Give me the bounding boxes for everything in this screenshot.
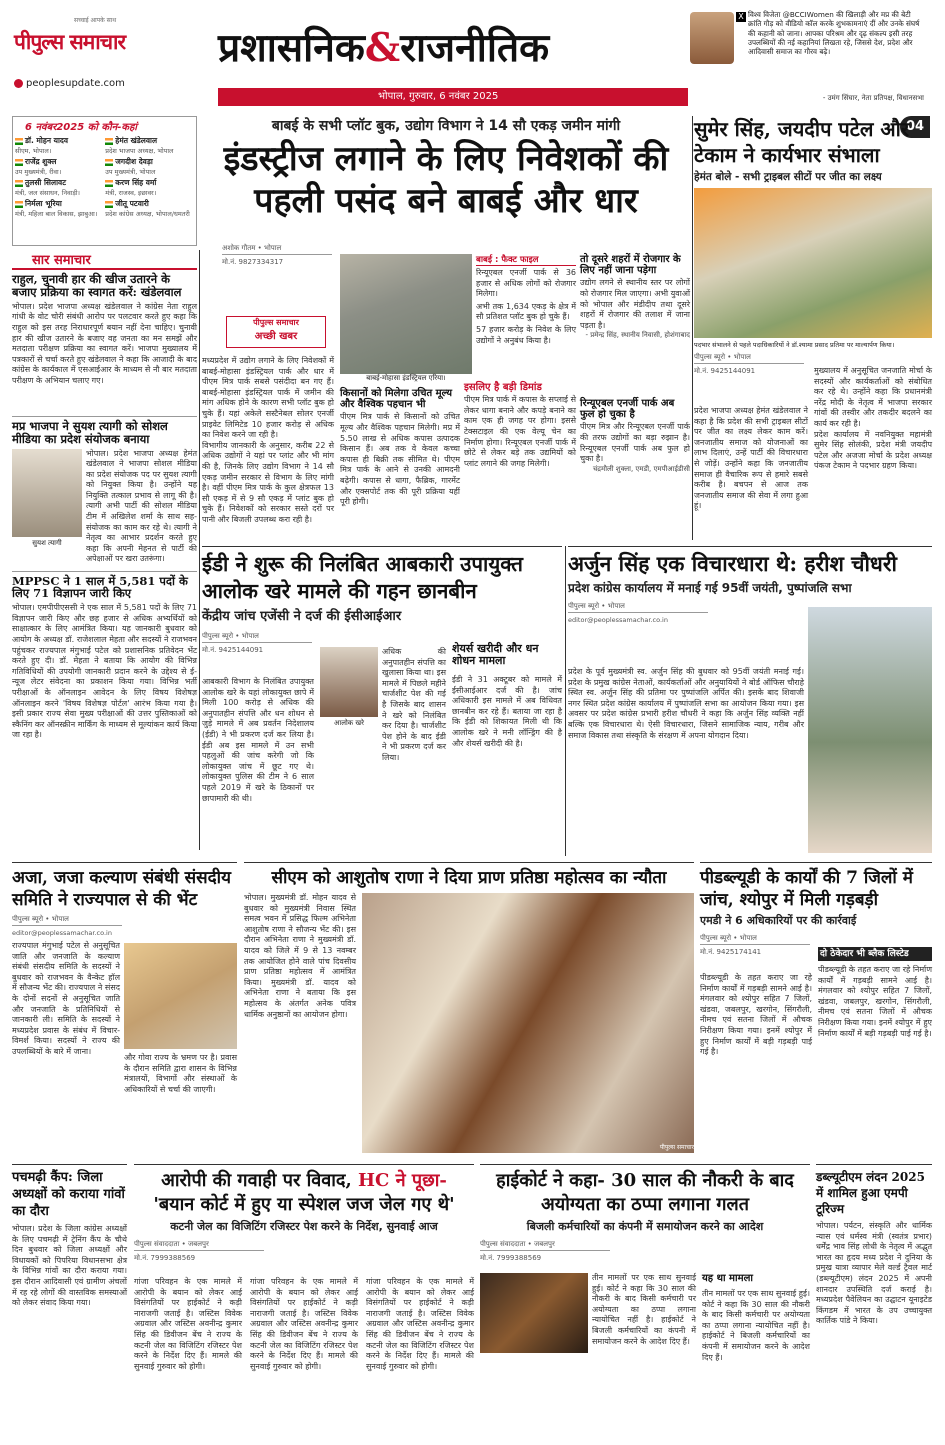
pwd-side-head: दो ठेकेदार भी ब्लैक लिस्टेड: [818, 947, 932, 961]
flag-icon: [15, 159, 23, 166]
lead-sub4-head: रिन्यूएबल एनर्जी पार्क अब फुल हो चुका है: [580, 398, 675, 421]
lead-sub1-head: किसानों को मिलेगा उचित मूल्य और वैश्विक पहचान भी: [340, 388, 452, 411]
flag-icon: [105, 159, 113, 166]
right-top-headline[interactable]: सुमेर सिंह, जयदीप पटेल और टेकाम ने कार्यभार संभाला: [694, 117, 910, 167]
pachmarhi-story: [12, 1164, 127, 1436]
lead-sub1: [340, 388, 460, 538]
right-top-mobile: मो.नं. 9425144091: [694, 367, 756, 375]
lead-byline: अशोक गौतम • भोपाल: [222, 244, 332, 255]
alok-caption: आलोक खरे: [334, 719, 364, 727]
ed-col1: आबकारी विभाग के निलंबित उपायुक्त आलोक खरे के यहां लोकायुक्त छापे में मिली 100 करोड़ से अधिक की अनुपातहीन संपत्ति और धन शोधन से जुड़े मामले में अब प्रवर्तन निदेशालय (ईडी) ने भी प्रकरण दर्ज कर लिया है। ईडी अब इस मामले में उन सभी पहलुओं की जांच करेगी जो कि लोकायुक्त जांच में छूट गए थे। लोकायुक्त पुलिस की टीम ने 6 साल पहले 2019 में खरे के ठिकानों पर छापामारी की थी।: [202, 677, 314, 803]
ed-mobile: मो.नं. 9425144091: [202, 646, 264, 654]
schedule-box: [12, 116, 197, 246]
hc2-mobile: मो.नं. 7999388569: [480, 1254, 542, 1262]
suyash-photo: [12, 449, 82, 537]
schedule-cell: हेमंत खंडेलवाल प्रदेश भाजपा अध्यक्ष, भोपाल: [105, 136, 174, 155]
schedule-table: [13, 135, 196, 219]
pachmarhi-headline[interactable]: पचमढ़ी कैंप: जिला अध्यक्षों को कराया गांवों का दौरा: [12, 1170, 125, 1219]
hc1-mobile: मो.नं. 7999388569: [134, 1254, 196, 1262]
factbox: [476, 254, 576, 374]
party-photo: [694, 188, 932, 338]
flag-icon: [105, 138, 113, 145]
cm-body: भोपाल। मुख्यमंत्री डॉ. मोहन यादव से बुधवार को मुख्यमंत्री निवास स्थित समत्व भवन में प्रसिद्ध फिल्म अभिनेता आशुतोष राणा ने सौजन्य भेंट की। इस दौरान अभिनेता राणा ने मुख्यमंत्री डॉ. यादव को जिले में 9 से 13 नवम्बर तक आयोजित होने वाले पांच दिवसीय प्राण प्रतिष्ठा महोत्सव में आमंत्रित किया। मुख्यमंत्री डॉ. यादव को अभिनेता राणा ने बताया कि इस महोत्सव के अंतर्गत अनेक पवित्र धार्मिक अनुष्ठानों का आयोजन होगा।: [244, 893, 356, 1019]
globe-icon: [14, 79, 23, 88]
column-divider: [199, 250, 200, 850]
cm-headline[interactable]: सीएम को आशुतोष राणा ने दिया प्राण प्रतिष्ठा महोत्सव का न्यौता: [271, 868, 667, 888]
pwd-byline: पीपुल्स ब्यूरो • भोपाल: [700, 934, 810, 945]
pwd-headline[interactable]: पीडब्ल्यूडी के कार्यों की 7 जिलों में जांच, श्योपुर में मिली गड़बड़ी: [700, 868, 913, 910]
factbox-item: 57 हजार करोड़ के निवेश के लिए उद्योगों ने अनुबंध किया है।: [476, 324, 576, 345]
pwd-body: पीडब्ल्यूडी के तहत कराए जा रहे निर्माण कार्यों में गड़बड़ी सामने आई है। मंगलवार को श्योपुर सहित 7 जिलों, खंडवा, जबलपुर, खरगोन, सिंगरौली, नीमच एवं सतना जिलों में औचक निरीक्षण किया गया। इनमें श्योपुर में हुए निर्माण कार्यों में बड़ी गड़बड़ी पाई गई है।: [700, 973, 812, 1057]
brief-2-head[interactable]: मप्र भाजपा ने सुयश त्यागी को सोशल मीडिया का प्रदेश संयोजक बनाया: [12, 416, 197, 446]
hc2-headline[interactable]: हाईकोर्ट ने कहा- 30 साल की नौकरी के बाद अयोग्यता का ठप्पा लगाना गलत: [496, 1170, 794, 1215]
brief-1-head[interactable]: राहुल, चुनावी हार की खीज उतारने के बजाए प्रक्रिया का स्वागत करें: खंडेलवाल: [12, 272, 182, 299]
pwd-side-body: पीडब्ल्यूडी के तहत कराए जा रहे निर्माण कार्यों में गड़बड़ी सामने आई है। मंगलवार को श्योपुर सहित 7 जिलों, खंडवा, जबलपुर, खरगोन, सिंगरौली, नीमच एवं सतना जिलों में औचक निरीक्षण किया गया। इनमें श्योपुर में हुए निर्माण कार्यों में बड़ी गड़बड़ी पाई गई है।: [818, 965, 932, 1038]
ed-col2: अधिक की अनुपातहीन संपत्ति का खुलासा किया था। इस मामले में पिछले महीने चार्जशीट पेश की गई है जिसके बाद शासन ने खरे को निलंबित कर दिया है। चार्जशीट पेश होने के बाद ईडी ने भी प्रकरण दर्ज कर लिया।: [382, 647, 446, 762]
ed-col3: ईडी ने 31 अक्टूबर को मामले में ईसीआईआर दर्ज की है। जांच अधिकारी इस मामले में अब विधिवत छानबीन कर रहे हैं। बताया जा रहा है कि ईडी को शिकायत मिली थी कि आलोक खरे ने मनी लॉन्ड्रिंग की है और शेयर्स खरीदी की है।: [452, 675, 562, 748]
lead-sub2: [464, 382, 576, 538]
hc1-deck: कटनी जेल का विजिटिंग रजिस्टर पेश करने के निर्देश, सुनवाई आज: [170, 1220, 438, 1233]
governor-photo: [124, 943, 237, 1049]
lead-mobile: मो.नं. 9827334317: [222, 258, 284, 266]
schedule-title: 6 नवंबर2025 को कौन-कहां: [25, 122, 137, 133]
logo-tagline: सच्चाई आपके साथ: [74, 17, 117, 24]
brief-title: सार समाचार: [12, 250, 197, 270]
schedule-cell: करण सिंह वर्मा मंत्री, राजस्व, इछावर।: [105, 178, 157, 197]
wtm-body: भोपाल। पर्यटन, संस्कृति और धार्मिक न्यास एवं धर्मस्व मंत्री (स्वतंत्र प्रभार) धर्मेंद्र भाव सिंह लोधी के नेतृत्व में अद्भुत भारत का हृदय मध्य प्रदेश ने दुनिया के प्रमुख यात्रा व्यापार मेले वर्ल्ड ट्रैवल मार्ट (डब्ल्यूटीएम) लंदन 2025 में अपनी शानदार उपस्थिति दर्ज कराई है। मध्यप्रदेश पैवेलियन का उद्घाटन यूनाइटेड किंगडम में भारत के उप उच्चायुक्त कार्तिक पांडे ने किया।: [816, 1221, 932, 1326]
logo-name: पीपुल्स समाचार: [14, 29, 126, 54]
hc2-side-head: यह था मामला: [702, 1273, 753, 1284]
arjun-story: [568, 546, 932, 856]
samiti-email: editor@peoplessamachar.co.in: [12, 929, 112, 937]
flag-icon: [15, 201, 23, 208]
ed-byline: पीपुल्स ब्यूरो • भोपाल: [202, 632, 312, 643]
brief-3-head[interactable]: MPPSC ने 1 साल में 5,581 पदों के लिए 71 विज्ञापन जारी किए: [12, 571, 197, 601]
hc1-body-col2: गांजा परिवहन के एक मामले में आरोपी के बयान को लेकर आई विसंगतियों पर हाईकोर्ट ने कड़ी नाराजगी जताई है। जस्टिस विवेक अग्रवाल और जस्टिस अवनीन्द्र कुमार सिंह की डिवीजन बेंच ने राज्य के कटनी जेल का विजिटिंग रजिस्टर पेश करने के निर्देश दिए हैं। मामले की सुनवाई गुरुवार को होगी।: [250, 1277, 358, 1371]
lead-photo-caption: बाबई-मोहासा इंडस्ट्रियल एरिया।: [366, 374, 446, 382]
x-icon: X: [736, 12, 746, 22]
arjun-byline: पीपुल्स ब्यूरो • भोपाल: [568, 602, 708, 613]
arjun-headline[interactable]: अर्जुन सिंह एक विचारधारा थे: हरीश चौधरी: [568, 551, 897, 576]
lead-kicker[interactable]: बाबई के सभी प्लॉट बुक, उद्योग विभाग ने 14 सौ एकड़ जमीन मांगी: [271, 118, 621, 134]
lead-sub3-name: - प्रमेन्द्र सिंह, स्थानीय निवासी, होशंगाबाद: [585, 331, 690, 340]
lead-sub2-head: इसलिए है बड़ी डिमांड: [464, 382, 542, 393]
right-top-story: [694, 116, 932, 540]
politician-photo: [690, 12, 734, 64]
right-top-deck: हेमंत बोले - सभी ट्राइबल सीटों पर जीत का लक्ष्य: [694, 171, 882, 183]
lead-sub3-head: तो दूसरे शहरों में रोजगार के लिए नहीं जाना पड़ेगा: [580, 254, 681, 277]
lead-sub4-body: पीएम मित्र और रिन्यूएबल एनर्जी पार्क की तरफ उद्योगों का बड़ा रुझान है। रिन्यूएबल एनर्जी पार्क अब फुल हो चुका है।: [580, 422, 690, 464]
suyash-caption: सुयश त्यागी: [32, 538, 62, 547]
factbox-item: अभी तक 1,634 एकड़ के क्षेत्र में सौ प्रतिशत प्लॉट बुक हो चुके हैं।: [476, 301, 576, 322]
quote-text: विश्व विजेता @BCCIWomen की खिलाड़ी और मप्र की बेटी क्रांति गौड़ को वीडियो कॉल करके शुभकामनाएं दीं और उनके संघर्ष की कहानी को जाना। आपका परिश्रम और दृढ़ संकल्प इसी तरह उपलब्धियों की नई कहानियां लिखता रहे, जिससे देश, प्रदेश और आदिवासी समाज का गौरव बढ़े।: [748, 10, 920, 57]
samiti-headline[interactable]: अजा, जजा कल्याण संबंधी संसदीय समिति ने राज्यपाल से की भेंट: [12, 868, 231, 910]
cm-photo-credit: पीपुल्स समाचार: [659, 1144, 694, 1151]
lead-sub2-body: पीएम मित्र पार्क में कपास के सप्लाई से लेकर धागा बनाने और कपड़े बनाने का काम एक ही जगह पर होगा। इससे टेक्सटाइल की एक वेल्यू चेन का निर्माण होगा। रिन्यूएबल एनर्जी पार्क में छोटे से लेकर बड़े तक उद्यमियों को प्लांट लगाने की जगह मिलेगी।: [464, 395, 576, 468]
ed-story: [202, 546, 562, 856]
lead-sub3-body: उद्योग लगने से स्थानीय स्तर पर लोगों को रोजगार मिल जाएगा। अभी युवाओं को भोपाल और मंडीदीप तथा दूसरे शहरों में रोजगार की तलाश में जाना पड़ता है।: [580, 278, 690, 330]
arjun-body: प्रदेश के पूर्व मुख्यमंत्री स्व. अर्जुन सिंह की बुधवार को 95वीं जयंती मनाई गई। प्रदेश के प्रमुख कांग्रेस नेताओं, कार्यकर्ताओं और अनुयायियों ने बोर्ड ऑफिस चौराहे स्थित स्व. अर्जुन सिंह की प्रतिमा पर पुष्पांजलि अर्पित की। इसके बाद शिवाजी नगर स्थित प्रदेश कांग्रेस कार्यालय में पुष्पांजलि सभा का आयोजन किया गया। इस अवसर पर प्रदेश कांग्रेस प्रभारी हरीश चौधरी ने कहा कि अर्जुन सिंह व्यक्ति नहीं बल्कि एक विचारधारा थे। ऐसी विचारधारा, जिसने सामाजिक न्याय, गरीब और समाज विकास तथा संस्कृति के संरक्षण में अपना योगदान दिया।: [568, 667, 804, 740]
pwd-story: [700, 862, 932, 1158]
hc1-body-col1: गांजा परिवहन के एक मामले में आरोपी के बयान को लेकर आई विसंगतियों पर हाईकोर्ट ने कड़ी नाराजगी जताई है। जस्टिस विवेक अग्रवाल और जस्टिस अवनीन्द्र कुमार सिंह की डिवीजन बेंच ने राज्य के कटनी जेल का विजिटिंग रजिस्टर पेश करने के निर्देश दिए हैं। मामले की सुनवाई गुरुवार को होगी।: [134, 1277, 242, 1371]
column-divider: [565, 546, 566, 856]
quote-box: [690, 8, 925, 108]
lead-story: [202, 116, 690, 540]
factbox-item: रिन्यूएबल एनर्जी पार्क से 36 हजार से अधिक लोगों को रोजगार मिलेगा।: [476, 268, 576, 299]
samiti-body: राज्यपाल मंगुभाई पटेल से अनुसूचित जाति और जनजाति के कल्याण संबंधी संसदीय समिति के सदस्यों ने बुधवार को राजभवन के वैन्केट हॉल में सौजन्य भेंट की। राज्यपाल ने संसद के दोनों सदनों से अनुसूचित जाति और जनजाति के प्रतिनिधियों से जानकारी ली। समिति के सदस्यों ने मध्यप्रदेश प्रवास के संबंध में विचार-विमर्श किया। सदस्यों ने राज्य की उपलब्धियों के बारे में जाना।: [12, 941, 120, 1056]
column-divider: [692, 116, 693, 540]
right-top-col2: मुख्यालय में अनुसूचित जनजाति मोर्चा के सदस्यों और कार्यकर्ताओं को संबोधित कर रहे थे। उन्होंने कहा कि प्रधानमंत्री नरेंद्र मोदी के नेतृत्व में भाजपा सरकार गांवों की तस्वीर और तकदीर बदलने का कार्य कर रही है। प्रदेश कार्यालय में नवनियुक्त महामंत्री सुमेर सिंह सोलंकी, प्रदेश मंत्री जयदीप पटेल और अजजा मोर्चा के प्रदेश अध्यक्ष पंकज टेकाम ने पदभार ग्रहण किया।: [814, 366, 932, 471]
cm-photo: [362, 893, 694, 1153]
flag-icon: [15, 180, 23, 187]
flag-icon: [105, 180, 113, 187]
industrial-area-photo: [340, 254, 472, 374]
dateline-bar: भोपाल, गुरुवार, 6 नवंबर 2025: [218, 88, 688, 106]
pwd-mobile: मो.नं. 9425174141: [700, 948, 762, 956]
factbox-title: बाबई : फैक्ट फाइल: [476, 254, 576, 266]
hc1-body-col3: गांजा परिवहन के एक मामले में आरोपी के बयान को लेकर आई विसंगतियों पर हाईकोर्ट ने कड़ी नाराजगी जताई है। जस्टिस विवेक अग्रवाल और जस्टिस अवनीन्द्र कुमार सिंह की डिवीजन बेंच ने राज्य के कटनी जेल का विजिटिंग रजिस्टर पेश करने के निर्देश दिए हैं। मामले की सुनवाई गुरुवार को होगी।: [366, 1277, 474, 1371]
brief-column: [12, 250, 197, 850]
lead-headline[interactable]: इंडस्ट्रीज लगाने के लिए निवेशकों की पहली पसंद बने बाबई और धार: [223, 139, 669, 221]
arjun-deck: प्रदेश कांग्रेस कार्यालय में मनाई गई 95वीं जयंती, पुष्पांजलि सभा: [568, 581, 852, 595]
flag-icon: [105, 201, 113, 208]
schedule-cell: राजेंद्र शुक्ल उप मुख्यमंत्री, रीवा।: [15, 157, 62, 176]
samiti-body2: और गोवा राज्य के भ्रमण पर है। प्रवास के दौरान समिति द्वारा शासन के विभिन्न मंत्रालयों, विभागों और संस्थाओं के अधिकारियों से चर्चा की जाएगी।: [124, 1053, 237, 1094]
right-top-caption: पदभार संभालने से पहले पदाधिकारियों ने डॉ.श्यामा प्रसाद प्रतिमा पर माल्यार्पण किया।: [694, 341, 895, 349]
ed-side-head: शेयर्स खरीदी और धन शोधन मामला: [452, 642, 539, 668]
hc2-story: [480, 1164, 810, 1436]
right-top-col1: प्रदेश भाजपा अध्यक्ष हेमंत खंडेलवाल ने कहा है कि प्रदेश की सभी ट्राइबल सीटों पर जीत का लक्ष्य लेकर काम करें। जनजातीय समाज को योजनाओं का लाभ दिलाएं, उन्हें पार्टी की विचारधारा से जोड़ें। उन्होंने कहा कि जनजातीय समाज ही वैचारिक रूप से हमारे सबसे करीब है। बचपन से आज तक जनजातीय समाज की सेवा में लगा हुआ हूं।: [694, 406, 808, 511]
statue-photo: [808, 607, 932, 853]
lead-tag-logo: पीपुल्स समाचार: [253, 318, 299, 327]
schedule-cell: जीतू पटवारी प्रदेश कांग्रेस अध्यक्ष, भोपाल/धमतरी: [105, 199, 190, 218]
gavel-photo: [480, 1273, 588, 1353]
lead-sub4: [580, 398, 690, 538]
schedule-cell: डॉ. मोहन यादव सीएम, भोपाल।: [15, 136, 69, 155]
site-url[interactable]: peoplesupdate.com: [14, 78, 194, 92]
samiti-byline: पीपुल्स ब्यूरो • भोपाल: [12, 915, 122, 926]
hc2-byline: पीपुल्स संवाददाता • जबलपुर: [480, 1240, 610, 1251]
arjun-email: editor@peoplessamachar.co.in: [568, 616, 668, 624]
hc2-body-col2: तीन मामलों पर एक साथ सुनवाई हुई। कोर्ट ने कहा कि 30 साल की नौकरी के बाद किसी कर्मचारी पर अयोग्यता का ठप्पा लगाना न्यायोचित नहीं है। हाईकोर्ट ने बिजली कर्मचारियों का कंपनी में समायोजन करने के आदेश दिए हैं।: [702, 1289, 810, 1362]
lead-byline-box: [222, 244, 332, 272]
hc2-body-col1: तीन मामलों पर एक साथ सुनवाई हुई। कोर्ट ने कहा कि 30 साल की नौकरी के बाद किसी कर्मचारी पर अयोग्यता का ठप्पा लगाना न्यायोचित नहीं है। हाईकोर्ट ने बिजली कर्मचारियों का कंपनी में समायोजन करने के आदेश दिए हैं।: [592, 1273, 696, 1346]
schedule-cell: जगदीश देवड़ा उप मुख्यमंत्री, भोपाल: [105, 157, 156, 176]
lead-sub4-name: चंद्रमौली शुक्ला, एमडी, एमपीआईडीसी: [592, 464, 690, 473]
brief-3-body: भोपाल। एमपीपीएससी ने एक साल में 5,581 पदों के लिए 71 विज्ञापन जारी किए और छह हजार से अधिक अभ्यर्थियों को साक्षात्कार के लिए आमंत्रित किया। यह जानकारी बुधवार को आयोग के अध्यक्ष डॉ. राजेशलाल मेहता और सदस्यों ने राजभवन पहुंचकर राज्यपाल मंगुभाई पटेल को प्रशासनिक प्रतिवेदन भेंट करते हुए दी। डॉ. मेहता ने बताया कि आयोग की विभिन्न गतिविधियों की उपयोगी जानकारी प्रदान करने के उद्देश्य से ई-न्यूज लेटर संवेदना का प्रकाशन किया गया। विभिन्न भर्ती परीक्षाओं के ऑनलाइन आवेदन के लिए विषय विशेषज्ञ ऑनलाइन करने 'विषय विशेषज्ञ पोर्टल' आरंभ किया गया है। इसी प्रकार राज्य सेवा मुख्य परीक्षाओं की उत्तर पुस्तिकाओं को स्कैनिंग कर ऑनस्क्रीन मार्किंग के माध्यम से मूल्यांकन कार्य किया जा रहा है।: [12, 603, 197, 740]
brief-2-body: भोपाल। प्रदेश भाजपा अध्यक्ष हेमंत खंडेलवाल ने भाजपा सोशल मीडिया का प्रदेश संयोजक पद पर सुयश त्यागी को नियुक्त किया है। उन्होंने यह नियुक्ति तत्काल प्रभाव से लागू की है। त्यागी अभी पार्टी की सोशल मीडिया टीम में अखिलेश शर्मा के साथ सह-संयोजक का काम कर रहे थे। त्यागी ने नेतृत्व का आभार प्रदर्शन करते हुए कहा कि अपनी मेहनत से पार्टी की अपेक्षाओं पर खरा उतरूंगा।: [86, 448, 197, 564]
hc1-headline[interactable]: आरोपी की गवाही पर विवाद, HC ने पूछा- 'बयान कोर्ट में हुए या स्पेशल जज जेल गए थे': [153, 1170, 455, 1215]
alok-photo: [320, 647, 378, 717]
cm-story: [244, 862, 694, 1158]
pwd-deck: एमडी ने 6 अधिकारियों पर की कार्रवाई: [700, 914, 857, 927]
ed-headline[interactable]: ईडी ने शुरू की निलंबित आबकारी उपायुक्त आलोक खरे मामले की गहन छानबीन: [202, 552, 523, 603]
hc2-deck: बिजली कर्मचारियों का कंपनी में समायोजन करने का आदेश: [526, 1220, 764, 1233]
brief-1-body: भोपाल। प्रदेश भाजपा अध्यक्ष खंडेलवाल ने कांग्रेस नेता राहुल गांधी के वोट चोरी संबंधी आरोप पर पलटवार करते हुए कहा कि राहुल को इस तरह निराधारपूर्ण बयान नहीं देना चाहिए। चुनावी हार की खीज उतारने के बजाए वह जनता का मन समझें और मतदाता परीक्षण प्रक्रिया का स्वागत करें। भाजपा मुख्यालय में पत्रकारों से चर्चा करते हुए खंडेलवाल ने कहा कि आजादी के बाद कांग्रेस के कार्यकाल में एसआईआर के माध्यम से नौ बार मतदाता परीक्षण के अभियान चलाए गए।: [12, 301, 197, 385]
lead-sub1-body: पीएम मित्र पार्क से किसानों को उचित मूल्य और वैश्विक पहचान मिलेगी। मप्र में 5.50 लाख से अधिक कपास उत्पादक किसान हैं। अब तक वे केवल कच्चा कपास ही बिक्री तक सीमित थे। पीएम मित्र पार्क के आने से उनकी आमदनी बढ़ेगी। कपास से धागा, फैब्रिक, गारमेंट और एक्सपोर्ट तक की पूरी प्रक्रिया यहीं पूरी होगी।: [340, 412, 460, 507]
ed-deck: केंद्रीय जांच एजेंसी ने दर्ज की ईसीआईआर: [202, 609, 402, 624]
samiti-story: [12, 862, 237, 1158]
logo[interactable]: [14, 16, 184, 76]
lead-col1: मध्यप्रदेश में उद्योग लगाने के लिए निवेशकों में बाबई-मोहासा इंडस्ट्रियल पार्क और धार में पीएम मित्र पार्क सबसे पसंदीदा बन गए हैं। बाबई-मोहासा इंडस्ट्रियल पार्क में जमीन की मांग अधिक होने के कारण सभी प्लॉट बुक हो चुके हैं। यहां अकेले सस्टैनेबल सोलर एनर्जी प्राइवेट लिमिटेड 10 हजार करोड़ से अधिक का निवेश करने जा रही है। विभागीय जानकारी के अनुसार, करीब 22 से अधिक उद्योगों ने यहां पर प्लांट और भी मांग की है, जिनके लिए उद्योग विभाग ने 14 सौ एकड़ जमीन सरकार से विभाग के लिए मांगी है। वहीं पीएम मित्र पार्क के कुल क्षेत्रफल 13 सौ एकड़ में से 9 सौ एकड़ में प्लांट बुक हो चुके हैं। निवेशकों को सरकार सस्ते दरों पर पानी और बिजली उपलब्ध करा रही है।: [202, 356, 334, 524]
hc1-story: [134, 1164, 474, 1436]
wtm-headline[interactable]: डब्ल्यूटीएम लंदन 2025 में शामिल हुआ एमपी टूरिज्म: [816, 1170, 925, 1216]
flag-icon: [15, 138, 23, 145]
schedule-cell: निर्मला भूरिया मंत्री, महिला बाल विकास, झाबुआ।: [15, 199, 98, 218]
hc1-byline: पीपुल्स संवाददाता • जबलपुर: [134, 1240, 264, 1251]
right-top-byline: पीपुल्स ब्यूरो • भोपाल: [694, 353, 804, 364]
lead-tag: अच्छी खबर: [254, 331, 298, 342]
section-title: प्रशासनिक&राजनीतिक: [218, 25, 550, 71]
lead-sub3: [580, 254, 690, 394]
wtm-story: [816, 1164, 932, 1436]
schedule-cell: तुलसी सिलावट मंत्री, जल संसाधन, निवाड़ी।: [15, 178, 81, 197]
quote-author: - उमंग सिंघार, नेता प्रतिपक्ष, विधानसभा: [822, 94, 924, 102]
page-number: 04: [900, 116, 930, 138]
pachmarhi-body: भोपाल। प्रदेश के जिला कांग्रेस अध्यक्षों के लिए पचमढ़ी में ट्रेनिंग कैंप के चौथे दिन बुधवार को जिला अध्यक्षों और विधायकों को पिपरिया विधानसभा क्षेत्र के विभिन्न गांवों का दौरा कराया गया। इस दौरान आदिवासी एवं ग्रामीण अंचलों में रह रहे लोगों की वास्तविक समस्याओं को लेकर संवाद किया गया।: [12, 1224, 127, 1308]
